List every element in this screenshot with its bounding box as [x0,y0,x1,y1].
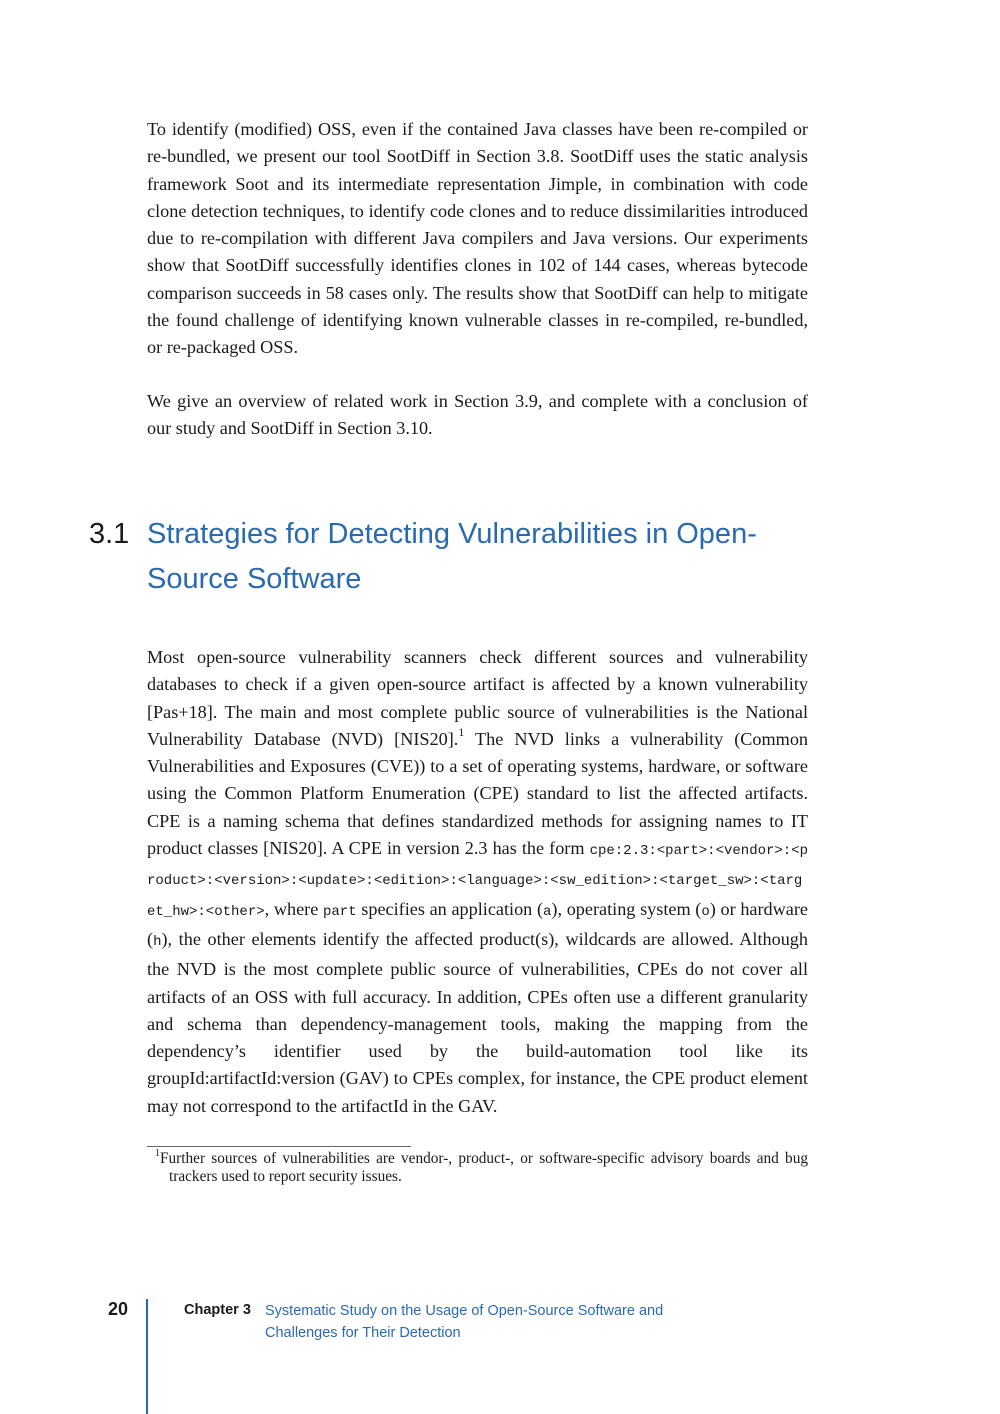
footnote-text: Further sources of vulnerabilities are vendor-, product-, or software-specific advisory boards and bug trackers used to report security issues. [160,1150,808,1185]
intro-paragraph-2: We give an overview of related work in Section 3.9, and complete with a conclusion of our study and SootDiff in Section 3.10. [147,391,808,439]
code-h: h [153,933,162,950]
section-paragraph [147,644,808,1120]
section-paragraph-part5: ), operating system ( [551,898,702,919]
section-paragraph-part2: The NVD links a vulnerability (Common Vulnerabilities and Exposures (CVE)) to a set of operating systems, hardware, or software using the Common Platform Enumeration (CPE) standard to list the affected artifacts. CPE is a naming schema that defines standardized methods for assigning names to IT product classes [NIS20]. A CPE in version 2.3 has the form [147,728,809,859]
code-part: part [322,903,357,920]
footer-chapter-title: Systematic Study on the Usage of Open-Source Software and Challenges for Their Detection [265,1303,664,1341]
page-number: 20 [108,1299,129,1319]
section-title: Strategies for Detecting Vulnerabilities in Open-Source Software [147,518,757,595]
code-a: a [543,903,552,920]
footnote-reference: 1 [458,724,465,739]
intro-paragraph-1: To identify (modified) OSS, even if the contained Java classes have been re-compiled or re-bundled, we present our tool SootDiff in Section 3.8. SootDiff uses the static analysis framework Soot and its intermediate representation Jimple, in combination with code clone detection techniques, to identify code clones and to reduce dissimilarities introduced due to re-compilation with different Java compilers and Java versions. Our experiments show that SootDiff successfully identifies clones in 102 of 144 cases, whereas bytecode comparison succeeds in 58 cases only. The results show that SootDiff can help to mitigate the found challenge of identifying known vulnerable classes in re-compiled, re-bundled, or re-packaged OSS. [147,119,808,358]
section-paragraph-part7: ), the other elements identify the affected product(s), wildcards are allowed. Although the NVD is the most complete public source of vulnerabilities, CPEs do not cover all artifacts of an OSS with full accuracy. In addition, CPEs often use a different granularity and schema than dependency-management tools, making the mapping from the dependency’s identifier used by the build-automation tool like its groupId:artifactId:version (GAV) to CPEs complex, for instance, the CPE product element may not correspond to the artifactId in the GAV. [147,928,808,1116]
footnote-number: 1 [155,1147,160,1159]
footer-divider [146,1299,148,1414]
section-number: 3.1 [89,518,130,550]
section-paragraph-part1: Most open-source vulnerability scanners check different sources and vulnerability databases to check if a given open-source artifact is affected by a known vulnerability [Pas+18]. The main and most complete public source of vulnerabilities is the National Vulnerability Database (NVD) [NIS20]. [147,647,808,749]
footer-chapter-label: Chapter 3 [184,1302,251,1318]
code-o: o [701,903,710,920]
footnote-divider [147,1146,411,1147]
section-paragraph-part6: ) or hardware ( [147,898,808,949]
section-paragraph-part3: , where [264,898,323,919]
section-paragraph-part4: specifies an application ( [356,898,543,919]
footnote [147,1147,808,1186]
cpe-format-code: cpe:2.3:<part>:<vendor>:<product>:<version>:<update>:<edition>:<language>:<sw_edition>:<target_sw>:<target_hw>:<other> [147,843,808,920]
